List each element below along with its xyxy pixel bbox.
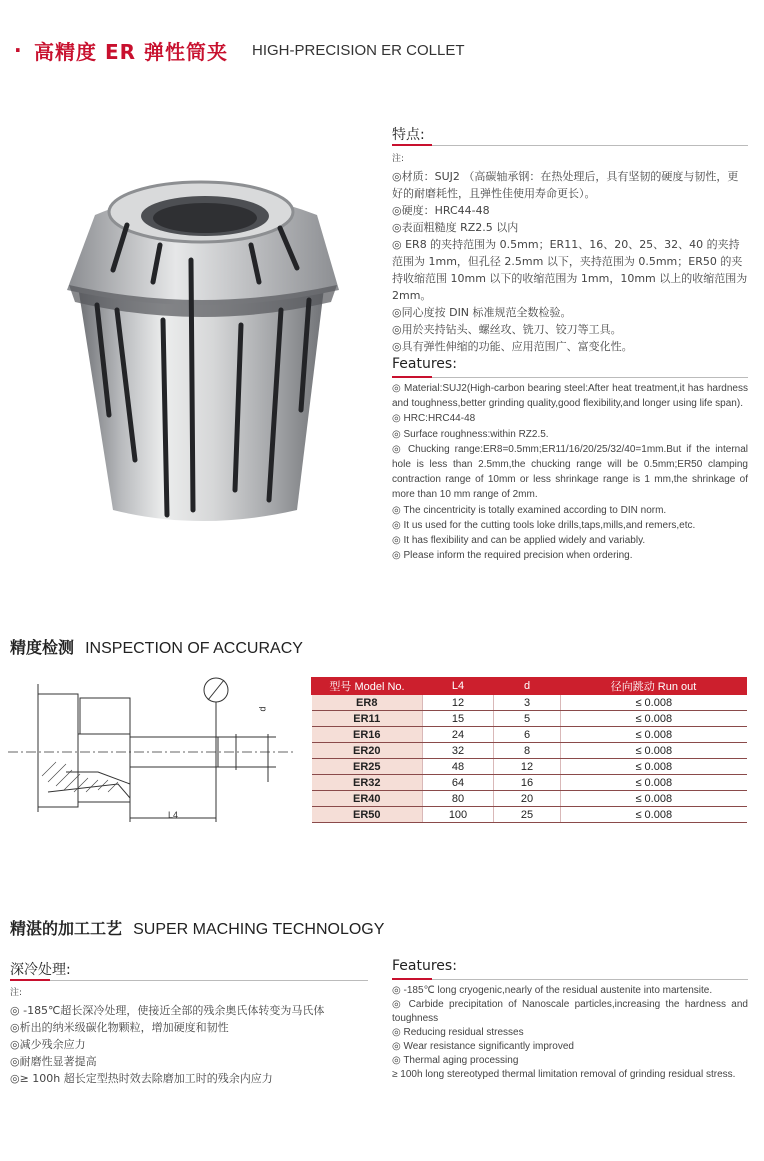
cell-model: ER50	[312, 807, 423, 823]
label-d: d	[257, 706, 268, 712]
technology-heading-en: SUPER MACHING TECHNOLOGY	[133, 921, 385, 938]
page-title-cn: 高精度 ER 弹性筒夹	[34, 40, 228, 64]
cell-d: 8	[494, 743, 561, 759]
list-item: ◎ -185℃ long cryogenic,nearly of the residual austenite into martensite.	[392, 985, 713, 996]
cell-d: 20	[494, 791, 561, 807]
divider	[392, 979, 748, 980]
cell-model: ER40	[312, 791, 423, 807]
col-header-d: d	[494, 678, 561, 695]
cell-runout: ≤ 0.008	[561, 791, 747, 807]
list-item: ◎ ER8 的夹持范围为 0.5mm；ER11、16、20、25、32、40 的夹持范围为 1mm，但孔径 2.5mm 以下，夹持范围为 0.5mm；ER50 的夹持收缩范围 10mm 以下的收缩范围为 1mm，10mm 以上的收缩范围为 2mm。	[392, 238, 748, 302]
col-header-runout: 径向跳动 Run out	[561, 678, 747, 695]
cell-model: ER32	[312, 775, 423, 791]
cell-model: ER16	[312, 727, 423, 743]
inspection-diagram	[8, 672, 298, 832]
cell-d: 6	[494, 727, 561, 743]
cell-runout: ≤ 0.008	[561, 743, 747, 759]
list-item: ◎表面粗糙度 RZ2.5 以内	[392, 221, 519, 234]
list-item: ◎同心度按 DIN 标准规范全数检验。	[392, 306, 572, 319]
cryo-en-block	[392, 984, 748, 1082]
list-item: ◎ Please inform the required precision when ordering.	[392, 550, 633, 562]
cell-runout: ≤ 0.008	[561, 695, 747, 711]
list-item: ◎ Material:SUJ2(High-carbon bearing steel:After heat treatment,it has hardness and toughness,better grinding quality,good flexibility,and longer using life span).	[392, 383, 748, 410]
table-header-row	[312, 678, 747, 695]
list-item: ◎ It us used for the cutting tools loke drills,taps,mills,and remers,etc.	[392, 519, 696, 531]
cell-d: 3	[494, 695, 561, 711]
features-cn-block	[392, 151, 749, 355]
note-label: 注:	[10, 988, 23, 998]
table-row	[312, 711, 747, 727]
list-item: ◎≥ 100h 超长定型热时效去除磨加工时的残余内应力	[10, 1072, 273, 1085]
list-item: ◎ Reducing residual stresses	[392, 1027, 524, 1038]
cell-l4: 80	[423, 791, 494, 807]
inspection-heading-en: INSPECTION OF ACCURACY	[85, 640, 303, 657]
table-row	[312, 759, 747, 775]
cell-runout: ≤ 0.008	[561, 759, 747, 775]
list-item: ◎ Surface roughness:within RZ2.5.	[392, 428, 549, 440]
page-title-en: HIGH-PRECISION ER COLLET	[252, 42, 465, 59]
col-header-model: 型号 Model No.	[312, 678, 423, 695]
cell-d: 16	[494, 775, 561, 791]
technology-heading-cn: 精湛的加工工艺	[10, 919, 123, 938]
list-item: ≥ 100h long stereotyped thermal limitation removal of grinding residual stress.	[392, 1069, 736, 1080]
cell-l4: 12	[423, 695, 494, 711]
list-item: ◎ It has flexibility and can be applied widely and variably.	[392, 535, 646, 547]
list-item: ◎ -185℃超长深冷处理，使接近全部的残余奥氏体转变为马氏体	[10, 1004, 325, 1017]
features-en-block	[392, 381, 748, 563]
cryo-cn-heading: 深冷处理:	[10, 962, 71, 978]
list-item: ◎用於夹持钻头、螺丝攻、铣刀、铰刀等工具。	[392, 323, 622, 336]
divider-accent	[392, 144, 432, 146]
title-bullet: ·	[14, 38, 22, 62]
cell-runout: ≤ 0.008	[561, 727, 747, 743]
divider	[10, 980, 368, 981]
spec-table	[311, 677, 747, 823]
cell-d: 5	[494, 711, 561, 727]
cell-runout: ≤ 0.008	[561, 775, 747, 791]
divider	[392, 377, 748, 378]
divider	[392, 145, 748, 146]
table-row	[312, 695, 747, 711]
list-item: ◎硬度：HRC44-48	[392, 204, 490, 217]
list-item: ◎ Wear resistance significantly improved	[392, 1041, 574, 1052]
table-row	[312, 743, 747, 759]
inspection-drawing	[8, 672, 298, 832]
label-l4: L4	[168, 810, 179, 820]
cell-runout: ≤ 0.008	[561, 711, 747, 727]
table-row	[312, 791, 747, 807]
list-item: ◎具有弹性伸缩的功能、应用范围广、富变化性。	[392, 340, 633, 353]
cell-l4: 48	[423, 759, 494, 775]
list-item: ◎ Thermal aging processing	[392, 1055, 519, 1066]
cell-l4: 64	[423, 775, 494, 791]
inspection-heading	[10, 635, 303, 658]
col-header-l4: L4	[423, 678, 494, 695]
cell-model: ER11	[312, 711, 423, 727]
features-cn-heading: 特点:	[392, 127, 425, 143]
divider-accent	[392, 376, 432, 378]
cell-model: ER25	[312, 759, 423, 775]
table-row	[312, 775, 747, 791]
divider-accent	[10, 979, 50, 981]
technology-heading	[10, 916, 384, 939]
note-label: 注:	[392, 154, 405, 164]
collet-illustration	[55, 160, 355, 530]
list-item: ◎ Carbide precipitation of Nanoscale particles,increasing the hardness and toughness	[392, 999, 748, 1024]
cryo-cn-block	[10, 985, 370, 1087]
list-item: ◎材质：SUJ2 （高碳轴承钢：在热处理后，具有坚韧的硬度与韧性，更好的耐磨耗性，且弹性佳使用寿命更长）。	[392, 170, 739, 200]
features-en-heading: Features:	[392, 356, 457, 372]
cryo-en-heading: Features:	[392, 958, 457, 974]
divider-accent	[392, 978, 432, 980]
cell-model: ER8	[312, 695, 423, 711]
inspection-heading-cn: 精度检测	[10, 638, 75, 657]
list-item: ◎析出的纳米级碳化物颗粒，增加硬度和韧性	[10, 1021, 229, 1034]
list-item: ◎减少残余应力	[10, 1038, 86, 1051]
cell-l4: 100	[423, 807, 494, 823]
list-item: ◎ The cincentricity is totally examined according to DIN norm.	[392, 504, 667, 516]
cell-d: 12	[494, 759, 561, 775]
cell-l4: 24	[423, 727, 494, 743]
list-item: ◎耐磨性显著提高	[10, 1055, 97, 1068]
cell-d: 25	[494, 807, 561, 823]
table-row	[312, 807, 747, 823]
cell-l4: 32	[423, 743, 494, 759]
table-row	[312, 727, 747, 743]
collet-image	[55, 160, 355, 530]
cell-runout: ≤ 0.008	[561, 807, 747, 823]
list-item: ◎ Chucking range:ER8=0.5mm;ER11/16/20/25/32/40=1mm.But if the internal hole is less than 2.5mm,the chucking range will be 0.5mm;ER50 clamping contraction range of 10mm or less shrinkage range is 1 mm,the shrinkage of more than 10 mm range of 2mm.	[392, 443, 748, 501]
cell-l4: 15	[423, 711, 494, 727]
spec-table-wrap	[311, 677, 747, 823]
cell-model: ER20	[312, 743, 423, 759]
list-item: ◎ HRC:HRC44-48	[392, 413, 476, 425]
